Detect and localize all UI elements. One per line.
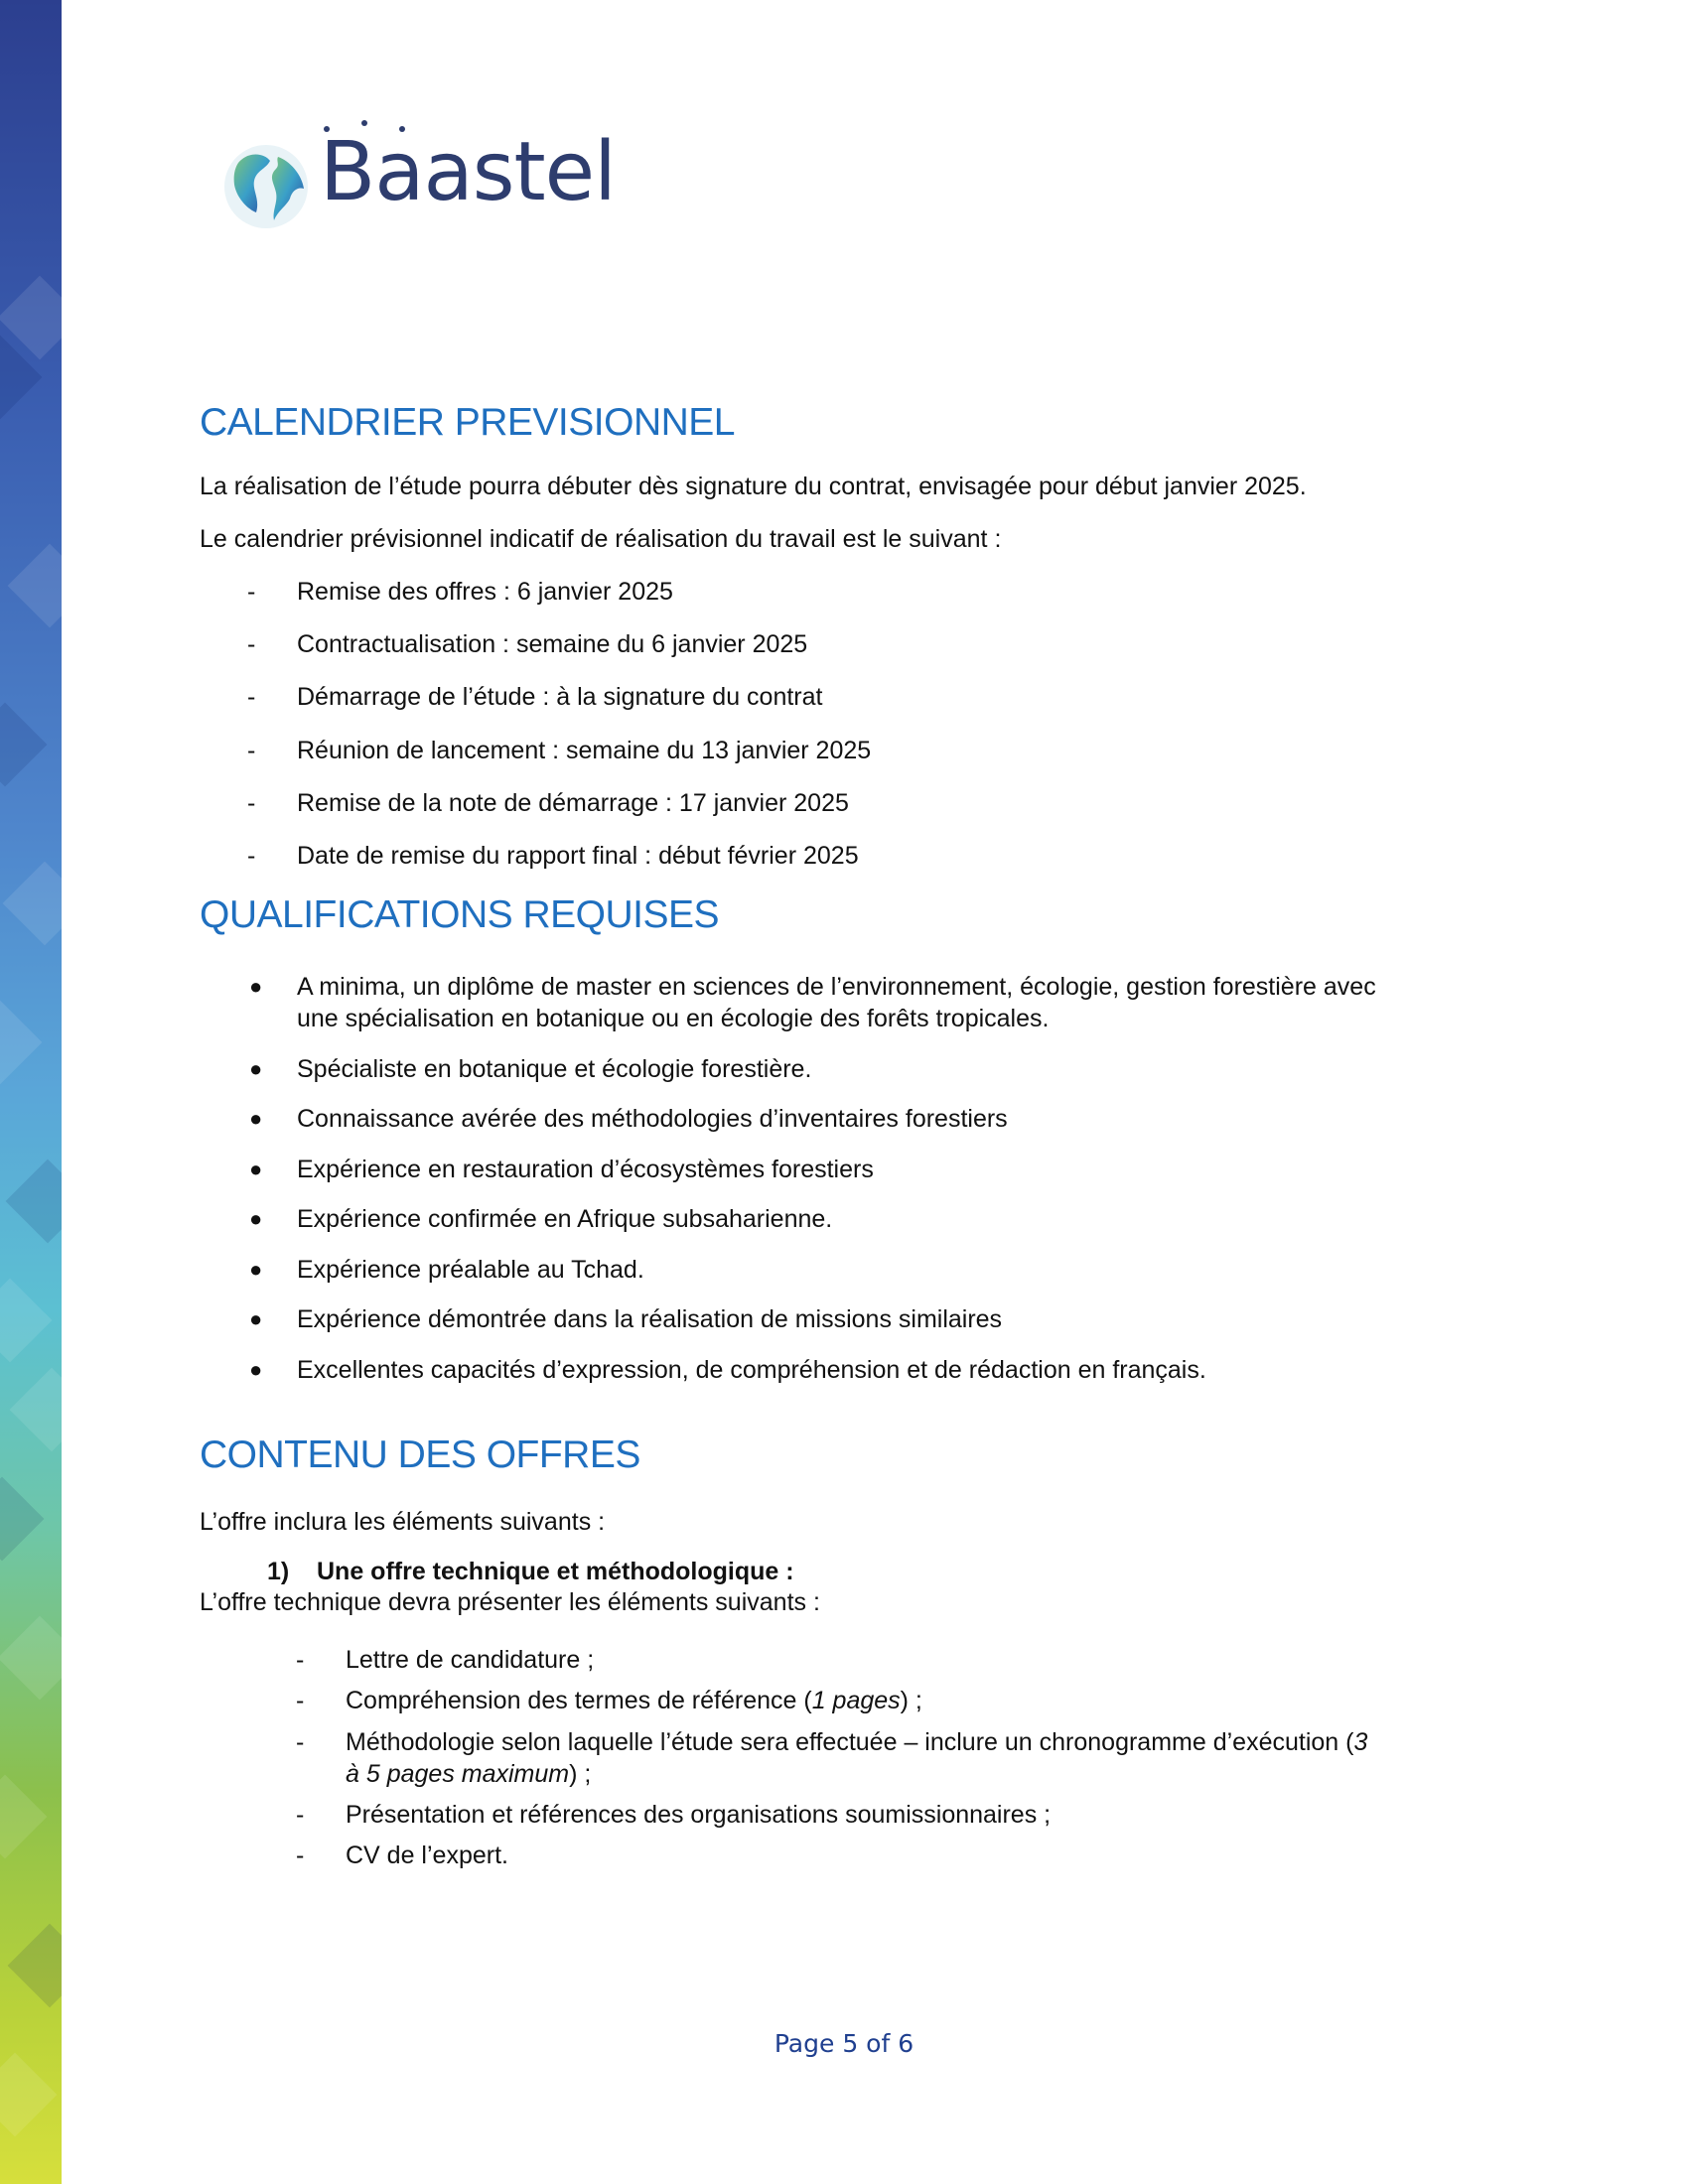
contenu-intro: L’offre inclura les éléments suivants : [200,1508,606,1536]
numbered-section-title: 1) Une offre technique et méthodologique : [267,1558,794,1585]
heading-contenu: CONTENU DES OFFRES [200,1433,640,1476]
globe-icon [220,141,312,232]
section1-intro: L’offre technique devra présenter les éléments suivants : [200,1588,820,1616]
calendrier-intro-2: Le calendrier prévisionnel indicatif de réalisation du travail est le suivant : [200,525,1002,553]
heading-qualifications: QUALIFICATIONS REQUISES [200,893,720,936]
baastel-logo [220,117,637,236]
logo-wordmark: Baastel [320,125,616,219]
calendrier-intro-1: La réalisation de l’étude pourra débuter dès signature du contrat, envisagée pour début janvier 2025. [200,473,1307,500]
page-number: Page 5 of 6 [774,2029,914,2058]
side-decor-band [0,0,62,2184]
heading-calendrier: CALENDRIER PREVISIONNEL [200,401,735,444]
